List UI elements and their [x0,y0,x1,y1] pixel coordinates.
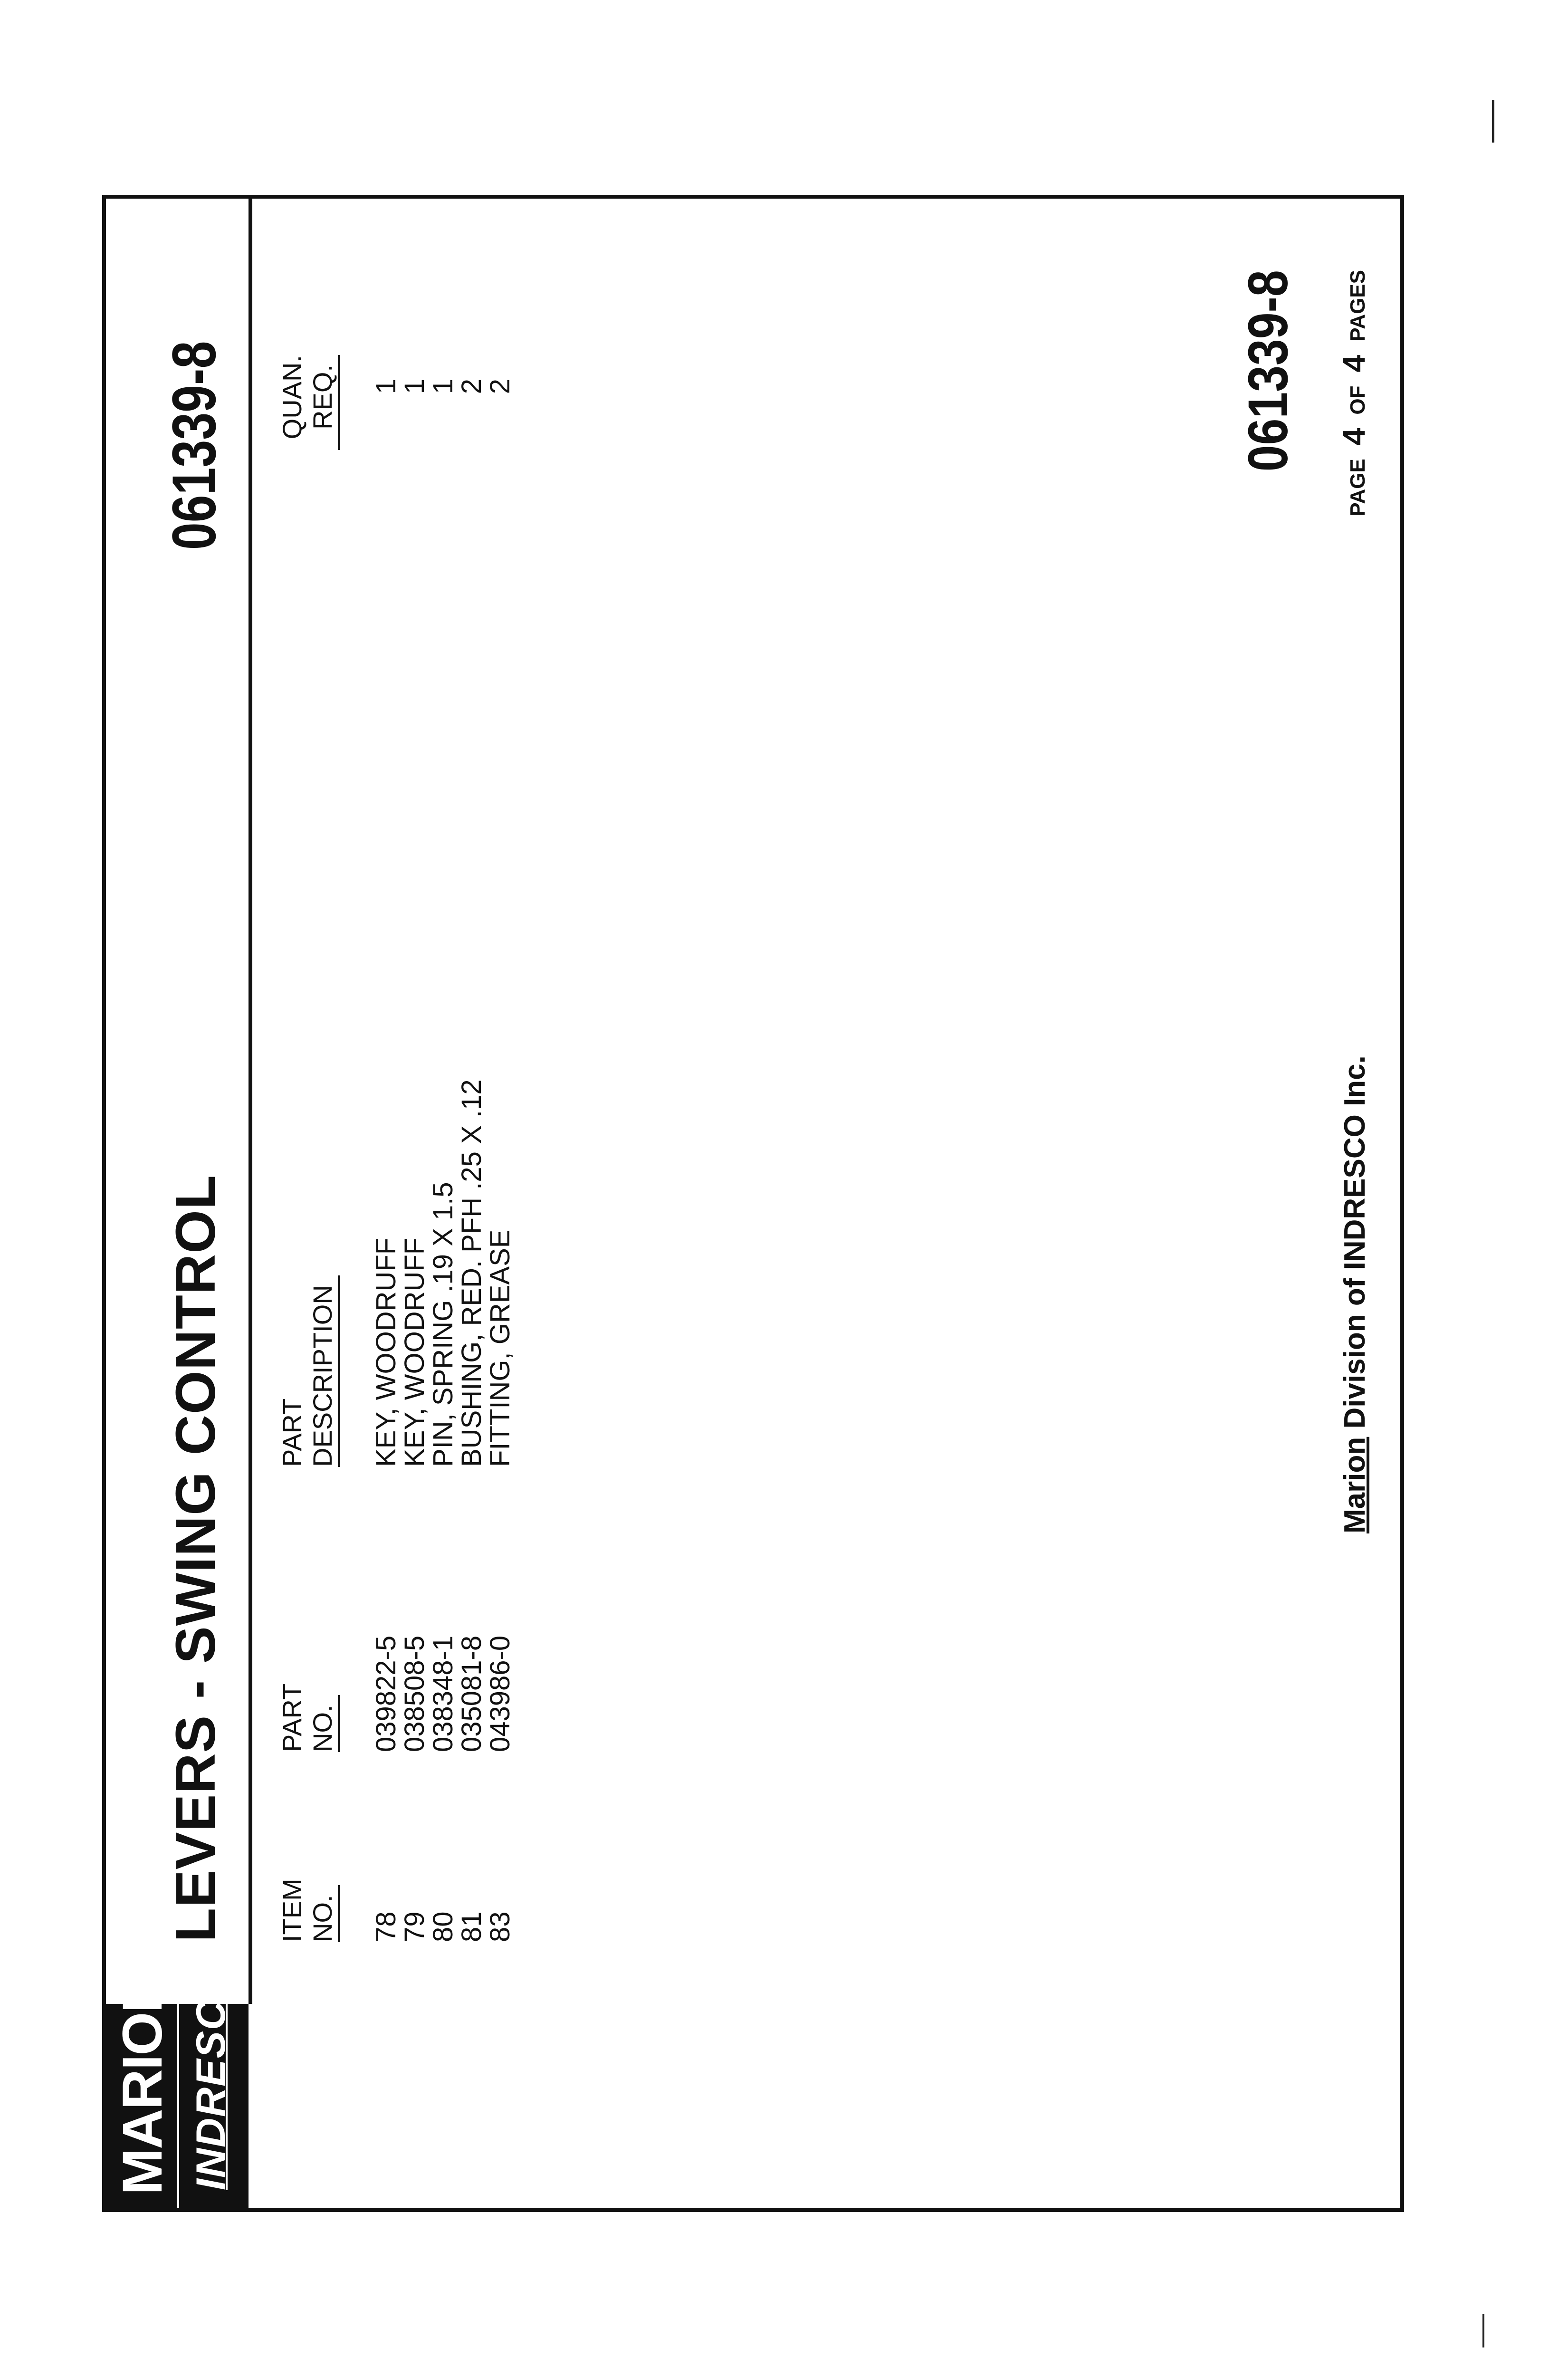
scan-mark-top-right [1492,100,1494,143]
table-row-qty: 2 [485,379,516,394]
footer-doc-number: 061339-8 [1237,270,1300,471]
header-part-no-line1: PART [277,1683,307,1752]
page-title: LEVERS - SWING CONTROL [164,1175,227,1942]
table-row-description: KEY, WOODRUFF [399,1237,430,1467]
table-row-qty: 1 [428,379,459,394]
table-row-part-no: 035081-8 [456,1635,487,1752]
table-row-item: 79 [399,1911,430,1942]
logo-marion-text: MARION [111,1973,174,2195]
page-number: 4 [1336,428,1371,446]
header-rule [249,199,252,2004]
table-row-part-no: 038348-1 [428,1635,459,1752]
logo-divider [177,2004,179,2208]
scan-mark-bottom-right [1482,2314,1484,2347]
table-row-qty: 1 [399,379,430,394]
table-row-description: FITTING, GREASE [485,1229,516,1467]
table-row-item: 78 [371,1911,402,1942]
header-quantity-line2: REQ. [307,355,340,450]
table-row-part-no: 038508-5 [399,1635,430,1752]
logo-indresco-text: INDRESCO [188,1967,234,2190]
column-part-no [372,1636,515,1752]
table-row-qty: 2 [456,379,487,394]
page-indicator [1336,270,1372,517]
sheet-frame [102,195,1404,2212]
footer-company [1338,1055,1372,1533]
header-part-no-line2: NO. [307,1695,340,1752]
total-pages: 4 [1336,354,1371,373]
table-row-qty: 1 [371,379,402,394]
header-item-no-line1: ITEM [277,1878,307,1942]
header-item-no [277,1878,340,1942]
table-row-item: 81 [456,1911,487,1942]
table-row-item: 80 [428,1911,459,1942]
header-description-line1: PART [277,1398,307,1467]
footer-company-first-word: Marion [1339,1437,1371,1533]
header-description-line2: DESCRIPTION [307,1275,340,1467]
of-label: OF [1346,385,1369,415]
header-doc-number: 061339-8 [159,341,229,550]
page-label: PAGE [1346,459,1369,517]
header-quantity-line1: QUAN. [277,355,307,440]
footer-company-rest: Division of INDRESCO Inc. [1339,1055,1371,1429]
pages-label: PAGES [1346,270,1369,342]
table-row-description: PIN, SPRING .19 X 1.5 [428,1182,459,1467]
table-row-description: BUSHING, RED. PFH .25 X .12 [456,1079,487,1467]
table-row-description: KEY, WOODRUFF [371,1237,402,1467]
header-item-no-line2: NO. [307,1885,340,1942]
column-description [372,1080,515,1467]
table-row-part-no: 039822-5 [371,1635,402,1752]
table-row-part-no: 043986-0 [485,1635,516,1752]
header-part-no [277,1684,340,1752]
marion-indresco-logo [106,1967,249,2208]
header-description [277,1275,340,1467]
table-row-item: 83 [485,1911,516,1942]
header-quantity [277,355,340,450]
rotated-content [106,199,1400,2208]
column-item-no [372,1911,515,1942]
column-quantity [372,379,515,450]
